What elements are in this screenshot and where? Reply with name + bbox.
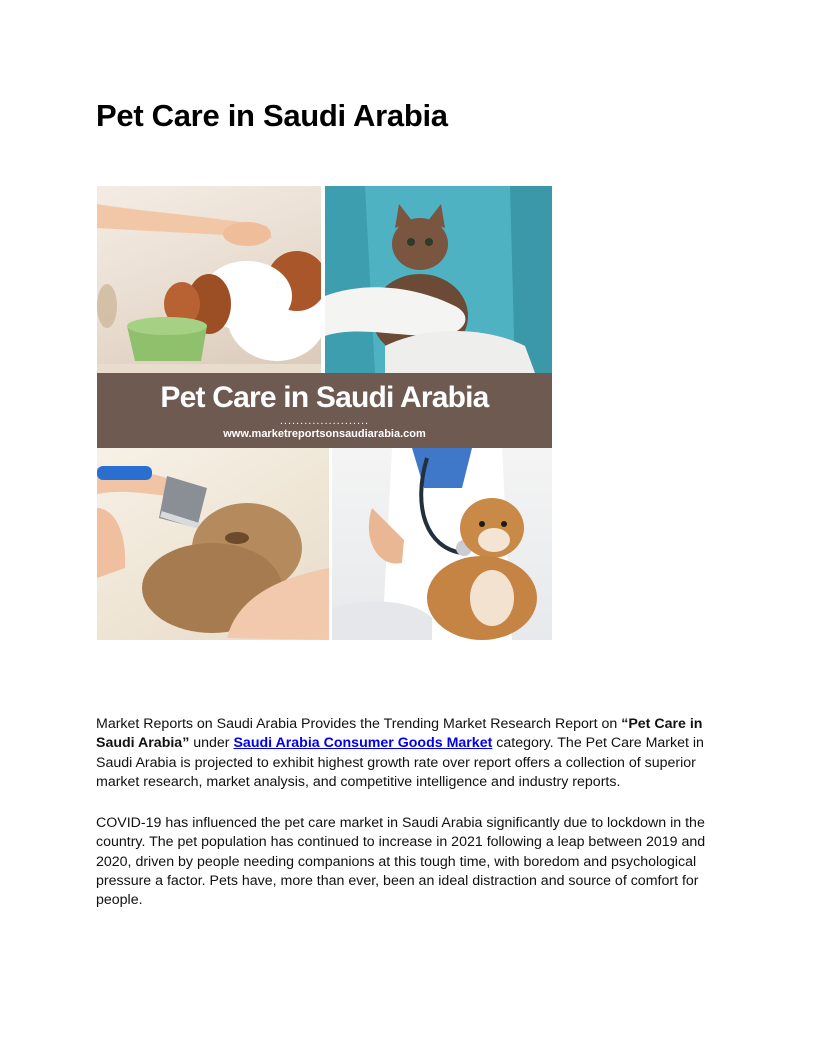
banner-dots: ...................... xyxy=(279,415,370,427)
intro-tail-text: category. The Pet Care Market in Saudi Arabia is projected to exhibit highest growth rate over report offers a collection of superior market research, market analysis, and competitive intelligence and industry reports. xyxy=(96,735,704,790)
kitten-vet-photo xyxy=(325,186,552,373)
puppy-vet-photo xyxy=(332,448,552,640)
cover-banner xyxy=(97,373,552,448)
dog-eating-photo xyxy=(97,186,321,373)
close-quote: ” xyxy=(182,735,190,752)
banner-title: Pet Care in Saudi Arabia xyxy=(160,381,489,414)
cat-grooming-photo xyxy=(97,448,329,640)
report-name: Pet Care in Saudi Arabia xyxy=(96,716,703,752)
intro-paragraph xyxy=(96,715,726,792)
covid-paragraph: COVID-19 has influenced the pet care market in Saudi Arabia significantly due to lockdown in the country. The pet population has continued to increase in 2021 following a leap between 2019 and 2020, driven by people needing companions at this tough time, with boredom and psychological pressure a factor. Pets have, more than ever, been an ideal distraction and source of comfort for people. xyxy=(96,815,706,909)
cover-image xyxy=(97,186,552,640)
document-title: Pet Care in Saudi Arabia xyxy=(96,98,448,133)
banner-url: www.marketreportsonsaudiarabia.com xyxy=(223,428,426,440)
open-quote: “ xyxy=(621,716,629,732)
intro-lead-text: Market Reports on Saudi Arabia Provides the Trending Market Research Report on xyxy=(96,716,622,732)
consumer-goods-market-link[interactable]: Saudi Arabia Consumer Goods Market xyxy=(233,735,493,752)
under-text: under xyxy=(189,735,234,752)
